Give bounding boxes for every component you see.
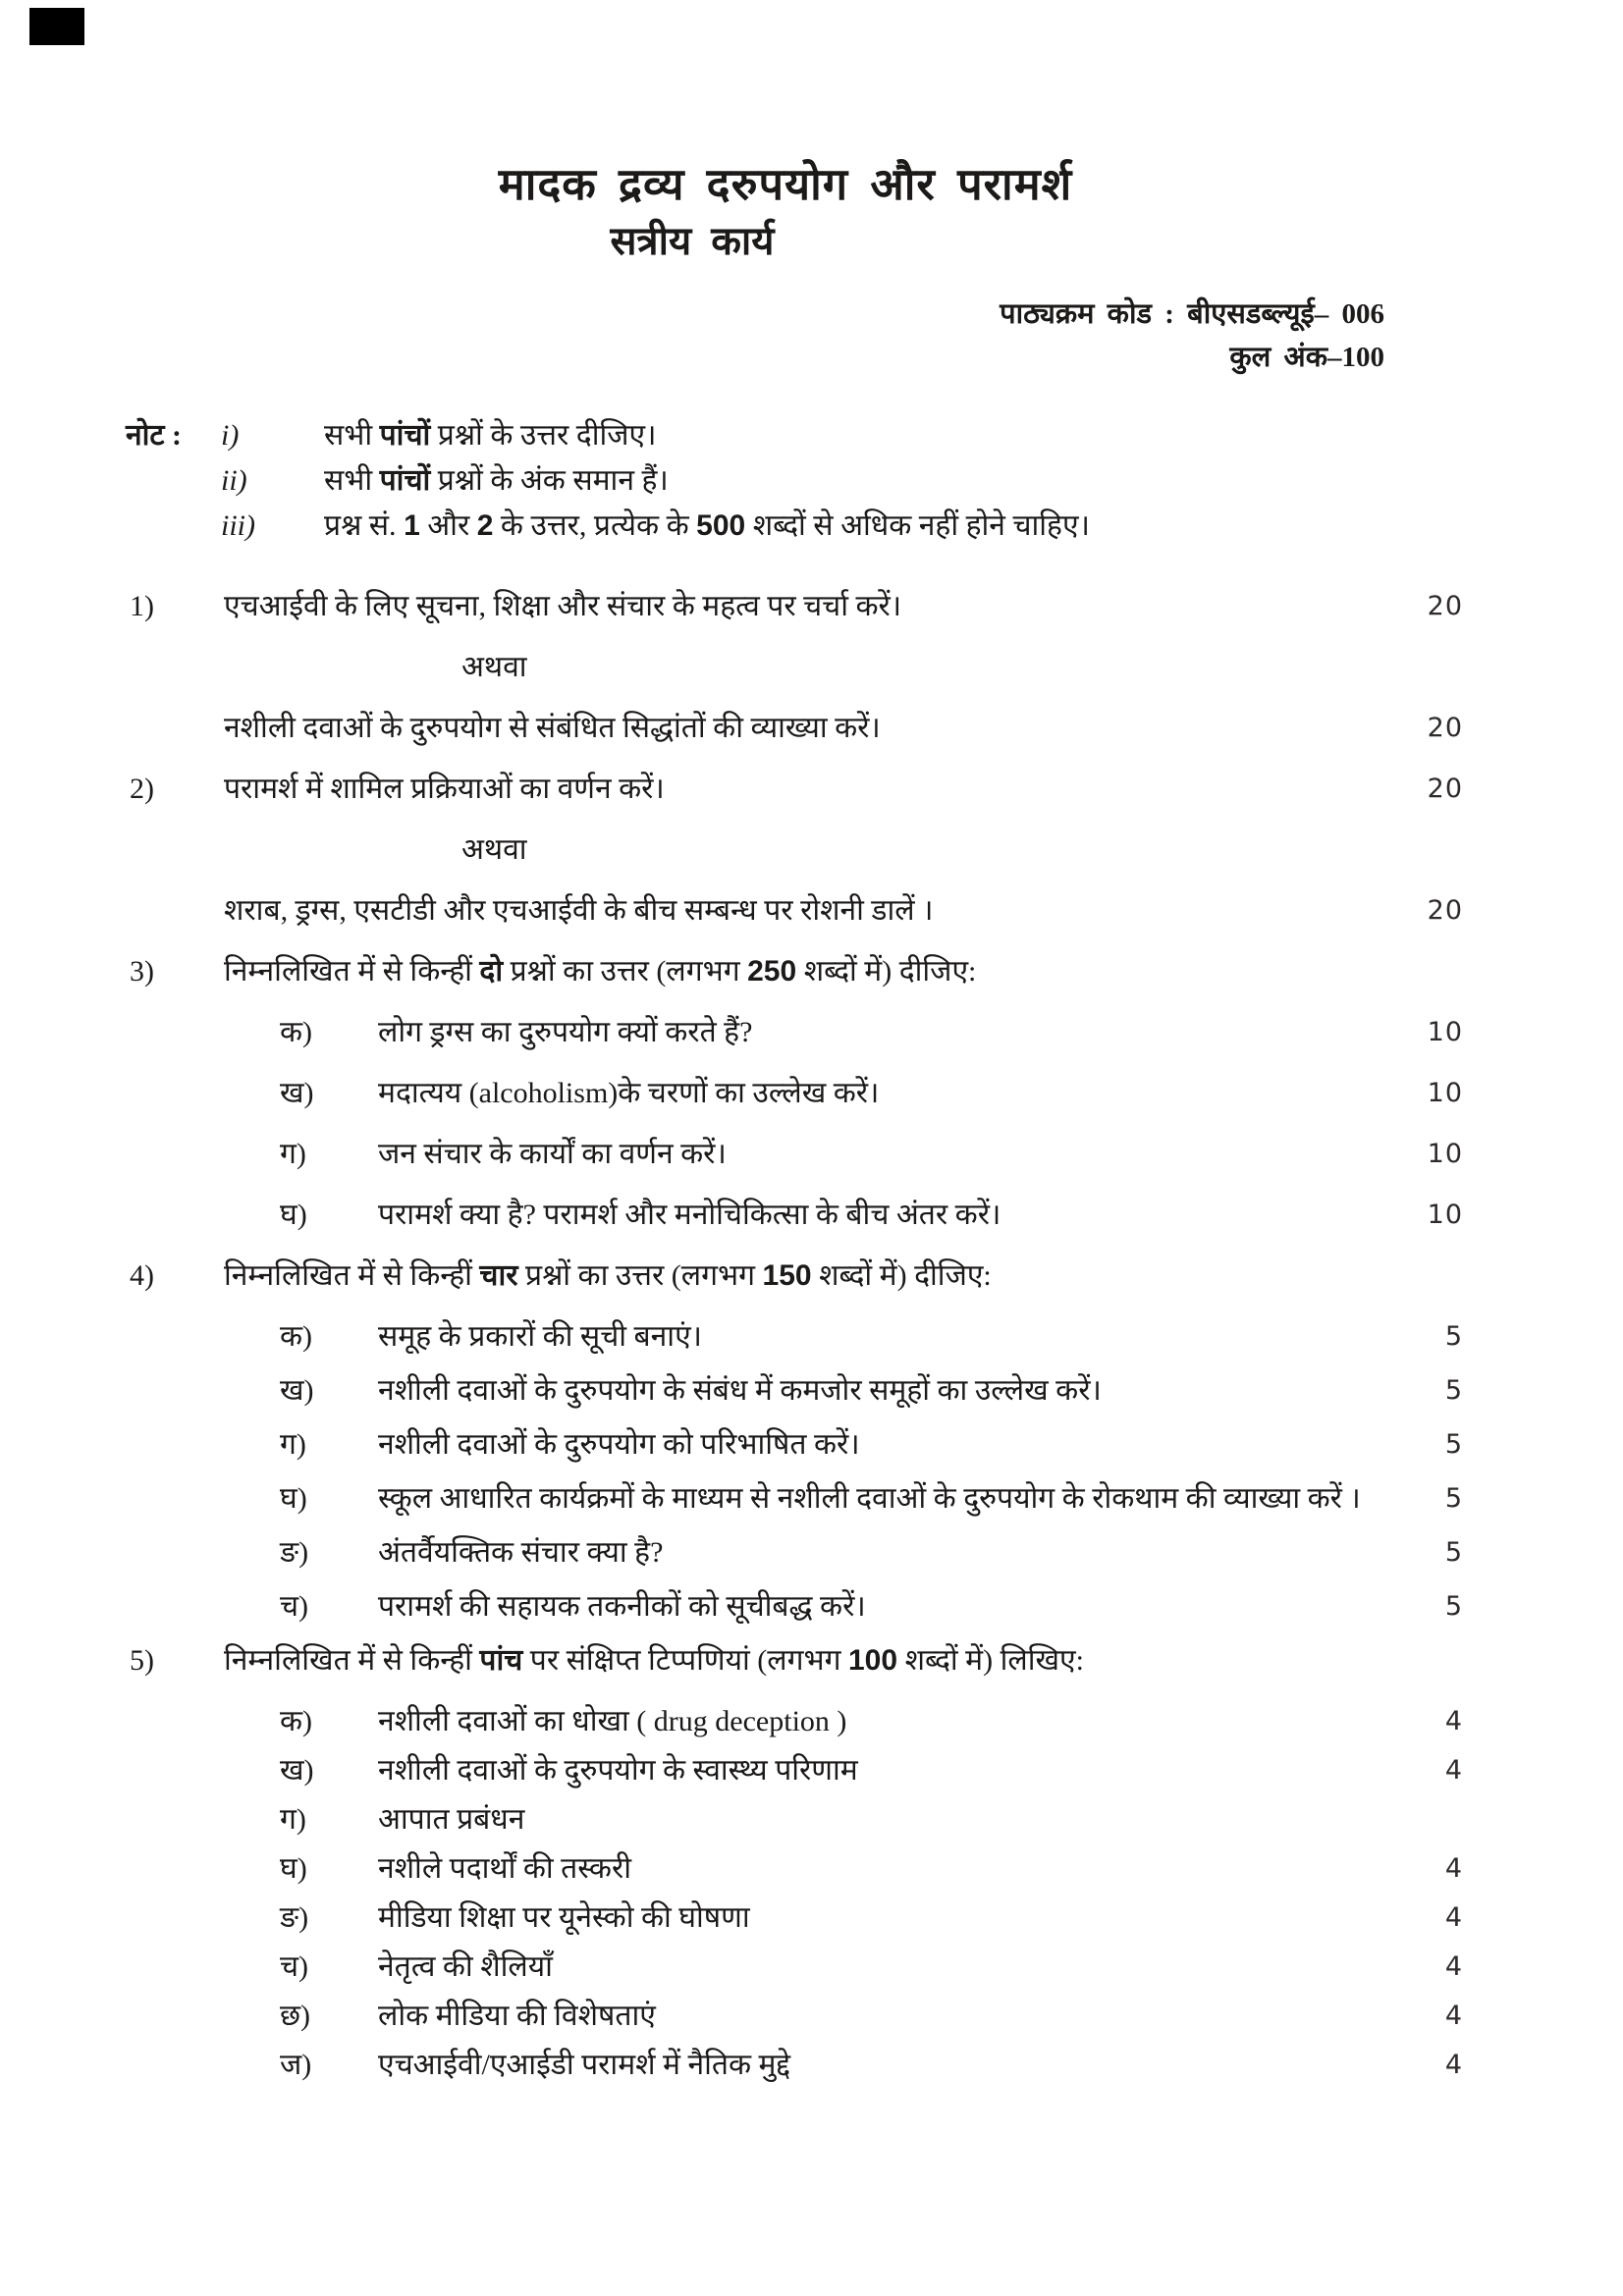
text-segment: शब्दों से अधिक नहीं होने चाहिए। [745, 509, 1090, 542]
question-text [378, 1137, 1394, 1172]
text-segment: समूह के प्रकारों की सूची बनाएं। [378, 1320, 703, 1353]
text-segment: निम्नलिखित में से किन्हीं [224, 955, 480, 988]
text-segment: प्रश्नों का उत्तर (लगभग [517, 1259, 763, 1292]
marks-value [1394, 1802, 1463, 1838]
question-block [0, 954, 1623, 1233]
sub-question-number: ख) [280, 1754, 314, 1787]
text-segment: नेतृत्व की शैलियाँ [378, 1950, 553, 1983]
header [226, 0, 1345, 265]
marks-value: 4 [1444, 1755, 1463, 1786]
text-segment: लोक मीडिया की विशेषताएं [378, 2000, 656, 2032]
marks-value: 5 [1444, 1537, 1463, 1568]
sub-question-number: ग) [280, 1803, 306, 1836]
question-row [0, 1643, 1623, 1679]
text-segment: प्रश्न सं. [324, 509, 405, 542]
sub-question-row [0, 1137, 1623, 1172]
sub-question-number: छ) [280, 2000, 311, 2032]
question-text [224, 1643, 1394, 1679]
question-text [378, 1427, 1394, 1463]
question-text [378, 1076, 1394, 1111]
questions-list [0, 589, 1623, 2083]
scan-corner-mark [29, 8, 84, 45]
page-subtitle: सत्रीय कार्य [610, 219, 775, 263]
question-number [130, 893, 224, 929]
sub-question-number: ङ) [280, 1536, 309, 1569]
note-item-number: ii) [221, 464, 247, 497]
note-item-text [324, 463, 1463, 499]
question-text [378, 1373, 1394, 1409]
sub-question-number: क) [280, 1320, 313, 1353]
text-segment: जन संचार के कार्यों का वर्णन करें। [378, 1138, 727, 1170]
sub-question-row [0, 1076, 1623, 1111]
text-segment: के उत्तर, प्रत्येक के [493, 509, 697, 542]
emphasized-text: पांचों [379, 419, 431, 452]
text-segment: नशीली दवाओं के दुरुपयोग के स्वास्थ्य परिणाम [378, 1754, 858, 1787]
marks-value: 10 [1427, 1078, 1463, 1108]
sub-question-row [0, 1589, 1623, 1625]
text-segment: अंतर्वैयक्तिक संचार क्या है? [378, 1536, 664, 1569]
question-text [224, 711, 1394, 746]
sub-question-row [0, 1999, 1623, 2034]
sub-question-number: घ) [280, 1199, 307, 1231]
question-text [378, 1704, 1394, 1739]
text-segment: एचआईवी/एआईडी परामर्श में नैतिक मुद्दे [378, 2049, 790, 2081]
emphasized-text: 1 [404, 509, 420, 542]
question-block [0, 772, 1623, 929]
marks-value [1394, 1643, 1463, 1679]
question-text [224, 954, 1394, 989]
course-code: पाठ्यक्रम कोड : बीएसडब्ल्यूई– 006 [1000, 298, 1384, 330]
text-segment: नशीले पदार्थों की तस्करी [378, 1852, 631, 1885]
text-segment: शब्दों में) दीजिए: [796, 955, 977, 988]
question-row [0, 954, 1623, 989]
sub-question-row [0, 1198, 1623, 1233]
page-title: मादक द्रव्य दरुपयोग और परामर्श [498, 160, 1073, 209]
marks-value: 5 [1444, 1375, 1463, 1406]
note-block [0, 418, 1623, 544]
text-segment: प्रश्नों के अंक समान हैं। [430, 464, 669, 497]
question-row [0, 589, 1623, 624]
marks-value: 4 [1444, 1951, 1463, 1982]
text-segment: नशीली दवाओं के दुरुपयोग के संबंध में कमजोर समूहों का उल्लेख करें। [378, 1374, 1102, 1407]
question-text [224, 893, 1394, 929]
or-separator: अथवा [461, 651, 527, 683]
note-item [0, 508, 1623, 544]
text-segment: प्रश्नों का उत्तर (लगभग [503, 955, 748, 988]
marks-value: 20 [1427, 774, 1463, 804]
question-text [378, 1802, 1394, 1838]
question-block [0, 1643, 1623, 2083]
text-segment: शराब, ड्रग्स, एसटीडी और एचआईवी के बीच सम्बन्ध पर रोशनी डालें । [224, 894, 934, 927]
text-segment: निम्नलिखित में से किन्हीं [224, 1259, 480, 1292]
question-row [0, 772, 1623, 807]
question-text [378, 1949, 1394, 1985]
question-number: 4) [130, 1259, 154, 1292]
sub-question-row [0, 1851, 1623, 1887]
note-item-number: iii) [221, 509, 255, 542]
question-text [378, 1900, 1394, 1936]
sub-question-number: च) [280, 1590, 309, 1623]
sub-question-row [0, 1802, 1623, 1838]
text-segment: परामर्श में शामिल प्रक्रियाओं का वर्णन करें। [224, 773, 665, 805]
note-item [0, 463, 1623, 499]
text-segment: प्रश्नों के उत्तर दीजिए। [430, 419, 657, 452]
text-segment: शब्दों में) दीजिए: [811, 1259, 992, 1292]
sub-question-row [0, 1481, 1623, 1517]
text-segment: सभी [324, 419, 380, 452]
emphasized-text: पांच [479, 1644, 523, 1677]
emphasized-text: चार [479, 1259, 518, 1292]
text-segment: लोग ड्रग्स का दुरुपयोग क्यों करते हैं? [378, 1016, 753, 1048]
question-text [378, 1753, 1394, 1789]
text-segment: परामर्श क्या है? परामर्श और मनोचिकित्सा के बीच अंतर करें। [378, 1199, 1001, 1231]
marks-value: 20 [1427, 713, 1463, 743]
emphasized-text: दो [479, 955, 504, 988]
marks-value: 4 [1444, 2050, 1463, 2080]
sub-question-row [0, 1704, 1623, 1739]
marks-value: 4 [1444, 1902, 1463, 1933]
text-segment: सभी [324, 464, 380, 497]
text-segment: आपात प्रबंधन [378, 1803, 525, 1836]
course-meta [0, 293, 1623, 379]
marks-value: 5 [1444, 1483, 1463, 1514]
note-item-text [324, 508, 1463, 544]
marks-value: 10 [1427, 1017, 1463, 1047]
marks-value: 20 [1427, 591, 1463, 621]
sub-question-number: च) [280, 1950, 309, 1983]
marks-value: 5 [1444, 1591, 1463, 1622]
question-text [224, 589, 1394, 624]
text-segment: पर संक्षिप्त टिप्पणियां (लगभग [522, 1644, 848, 1677]
marks-value [1394, 1258, 1463, 1294]
text-segment: मीडिया शिक्षा पर यूनेस्को की घोषणा [378, 1901, 750, 1934]
marks-value: 20 [1427, 895, 1463, 926]
text-segment: नशीली दवाओं के दुरुपयोग से संबंधित सिद्धांतों की व्याख्या करें। [224, 712, 881, 744]
note-item-text [324, 418, 1463, 454]
emphasized-text: 2 [476, 509, 494, 542]
sub-question-row [0, 1373, 1623, 1409]
sub-question-number: ख) [280, 1374, 314, 1407]
emphasized-text: पांचों [379, 464, 431, 497]
text-segment: एचआईवी के लिए सूचना, शिक्षा और संचार के महत्व पर चर्चा करें। [224, 590, 902, 622]
sub-question-number: ग) [280, 1428, 306, 1461]
text-segment: मदात्यय (alcoholism)के चरणों का उल्लेख करें। [378, 1077, 880, 1109]
question-block [0, 589, 1623, 746]
note-label: नोट : [126, 419, 183, 452]
question-number: 5) [130, 1644, 154, 1677]
text-segment: स्कूल आधारित कार्यक्रमों के माध्यम से नशीली दवाओं के दुरुपयोग के रोकथाम की व्याख्या करें । [378, 1482, 1361, 1515]
marks-value [1394, 954, 1463, 989]
emphasized-text: 150 [762, 1259, 812, 1292]
sub-question-number: क) [280, 1016, 313, 1048]
emphasized-text: 500 [696, 509, 746, 542]
text-segment: शब्दों में) लिखिए: [897, 1644, 1084, 1677]
text-segment: परामर्श की सहायक तकनीकों को सूचीबद्ध करें। [378, 1590, 866, 1623]
question-text [378, 1015, 1394, 1050]
sub-question-number: क) [280, 1705, 313, 1737]
sub-question-number: घ) [280, 1482, 307, 1515]
question-text [378, 1589, 1394, 1625]
sub-question-row [0, 1427, 1623, 1463]
marks-value: 4 [1444, 1853, 1463, 1884]
total-marks: कुल अंक–100 [1229, 342, 1384, 373]
question-number: 1) [130, 590, 154, 622]
question-row [0, 1258, 1623, 1294]
or-separator: अथवा [461, 833, 527, 866]
sub-question-number: ग) [280, 1138, 306, 1170]
note-item [0, 418, 1623, 454]
marks-value: 10 [1427, 1200, 1463, 1230]
sub-question-row [0, 1900, 1623, 1936]
question-text [378, 1535, 1394, 1571]
question-number: 2) [130, 773, 154, 805]
sub-question-row [0, 1015, 1623, 1050]
sub-question-row [0, 1535, 1623, 1571]
question-text [378, 2048, 1394, 2083]
sub-question-row [0, 1949, 1623, 1985]
marks-value: 4 [1444, 1706, 1463, 1736]
note-label [126, 508, 221, 544]
sub-question-row [0, 1319, 1623, 1355]
note-item-number: i) [221, 419, 240, 452]
marks-value: 5 [1444, 1429, 1463, 1460]
sub-question-number: ज) [280, 2049, 312, 2081]
text-segment: नशीली दवाओं के दुरुपयोग को परिभाषित करें। [378, 1428, 860, 1461]
sub-question-number: ख) [280, 1077, 314, 1109]
text-segment: और [419, 509, 477, 542]
question-text [378, 1198, 1394, 1233]
sub-question-number: घ) [280, 1852, 307, 1885]
sub-question-row [0, 1753, 1623, 1789]
question-number: 3) [130, 955, 154, 988]
question-text [378, 1999, 1394, 2034]
sub-question-row [0, 2048, 1623, 2083]
emphasized-text: 100 [848, 1644, 898, 1677]
text-segment: निम्नलिखित में से किन्हीं [224, 1644, 480, 1677]
marks-value: 5 [1444, 1321, 1463, 1352]
question-row [0, 893, 1623, 929]
question-text [378, 1851, 1394, 1887]
question-row [0, 711, 1623, 746]
question-text [224, 1258, 1394, 1294]
note-label [126, 463, 221, 499]
question-number [130, 711, 224, 746]
question-block [0, 1258, 1623, 1625]
marks-value: 10 [1427, 1139, 1463, 1169]
question-text [378, 1481, 1394, 1517]
marks-value: 4 [1444, 2001, 1463, 2031]
question-text [378, 1319, 1394, 1355]
question-text [224, 772, 1394, 807]
emphasized-text: 250 [747, 955, 797, 988]
text-segment: नशीली दवाओं का धोखा ( drug deception ) [378, 1705, 847, 1737]
sub-question-number: ङ) [280, 1901, 309, 1934]
